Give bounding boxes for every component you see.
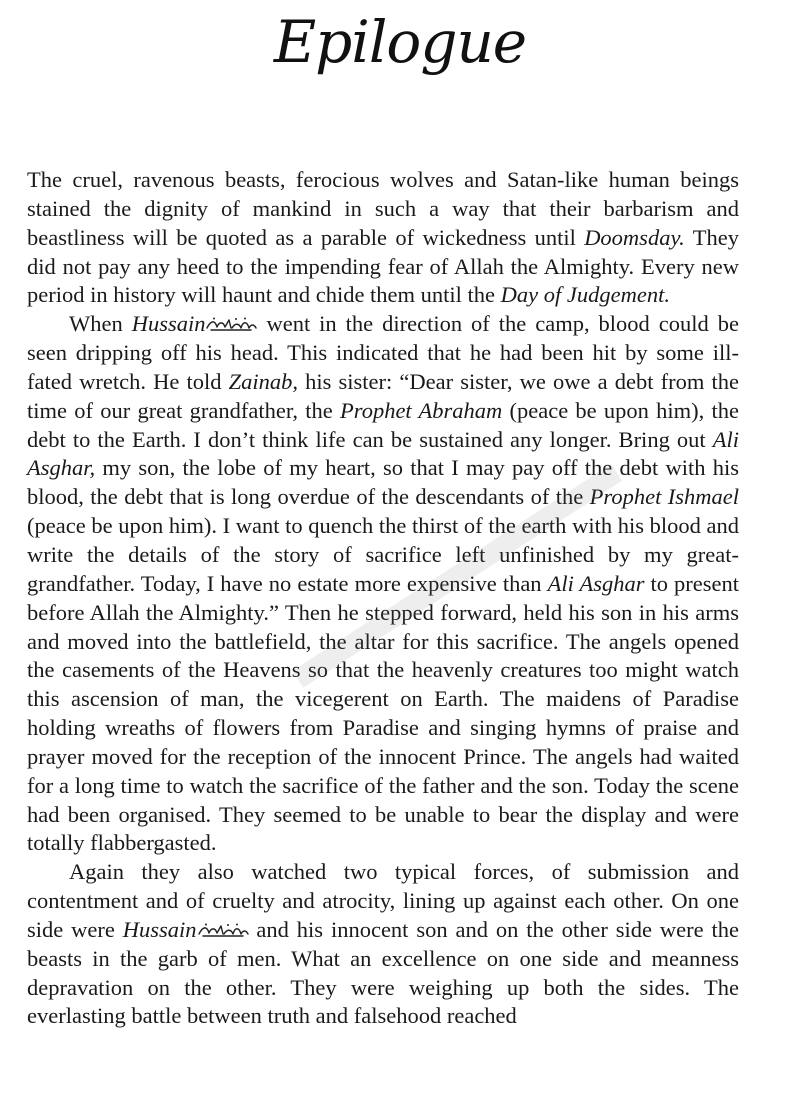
- paragraph: [27, 858, 739, 1031]
- text-run: (peace be upon him). I want to quench the thirst of the earth with his blood and write the details of the story of sacrifice left unfinished by my great-grandfather. Today, I have no estate more expensive than: [27, 513, 739, 596]
- text-run: (peace be upon him), the debt to the Earth. I don’t think life can be sustained any longer. Bring out: [27, 397, 739, 452]
- paragraph: [27, 310, 739, 858]
- italic-text-run: Ali Asghar: [547, 570, 645, 596]
- italic-text-run: Zainab,: [228, 368, 298, 394]
- honorific-icon: [197, 917, 249, 942]
- text-run: The cruel, ravenous beasts, ferocious wolves and Satan-like human beings stained the dignity of mankind in such a way that their barbarism and beastliness will be quoted as a parable of wickedness until: [27, 167, 739, 250]
- italic-text-run: Doomsday.: [584, 224, 685, 250]
- honorific-calligraphy-icon: [197, 922, 249, 938]
- italic-text-run: Hussain: [131, 311, 206, 337]
- honorific-calligraphy-icon: [205, 316, 257, 332]
- text-run: They did not pay any heed to the impending fear of Allah the Almighty. Every new period in history will haunt and chide them until the: [27, 224, 739, 308]
- text-run: When: [69, 311, 132, 337]
- italic-text-run: Prophet Ishmael: [589, 484, 739, 510]
- italic-text-run: Ali Asghar,: [27, 426, 739, 481]
- text-run: to present before Allah the Almighty.” Then he stepped forward, held his son in his arms and moved into the battlefield, the altar for this sacrifice. The angels opened the casements of the Heavens so that the heavenly creatures too might watch this ascension of man, the vicegerent on Earth. The maidens of Paradise holding wreaths of flowers from Paradise and singing hymns of praise and prayer moved for the reception of the innocent Prince. The angels had waited for a long time to watch the sacrifice of the father and the son. Today the scene had been organised. They seemed to be unable to bear the display and were totally flabbergasted.: [27, 570, 739, 856]
- italic-text-run: Day of Judgement.: [500, 282, 670, 308]
- text-run: my son, the lobe of my heart, so that I may pay off the debt with his blood, the debt that is long overdue of the descendants of the: [27, 455, 739, 510]
- text-run: Again they also watched two typical forces, of submission and contentment and of cruelty and atrocity, lining up against each other. On one side were: [27, 859, 739, 942]
- body-text: [27, 166, 739, 1031]
- paragraph: [27, 166, 739, 310]
- honorific-icon: [205, 311, 257, 336]
- text-run: and his innocent son and on the other side were the beasts in the garb of men. What an excellence on one side and meanness depravation on the other. They were weighing up both the sides. The everlasting battle between truth and falsehood reached: [27, 916, 739, 1029]
- italic-text-run: Hussain: [122, 916, 197, 942]
- text-run: his sister: “Dear sister, we owe a debt from the time of our great grandfather, the: [27, 368, 739, 423]
- text-run: went in the direction of the camp, blood could be seen dripping off his head. This indicated that he had been hit by some ill-fated wretch. He told: [27, 311, 739, 394]
- chapter-title: Epilogue: [273, 8, 527, 76]
- italic-text-run: Prophet Abraham: [340, 397, 503, 423]
